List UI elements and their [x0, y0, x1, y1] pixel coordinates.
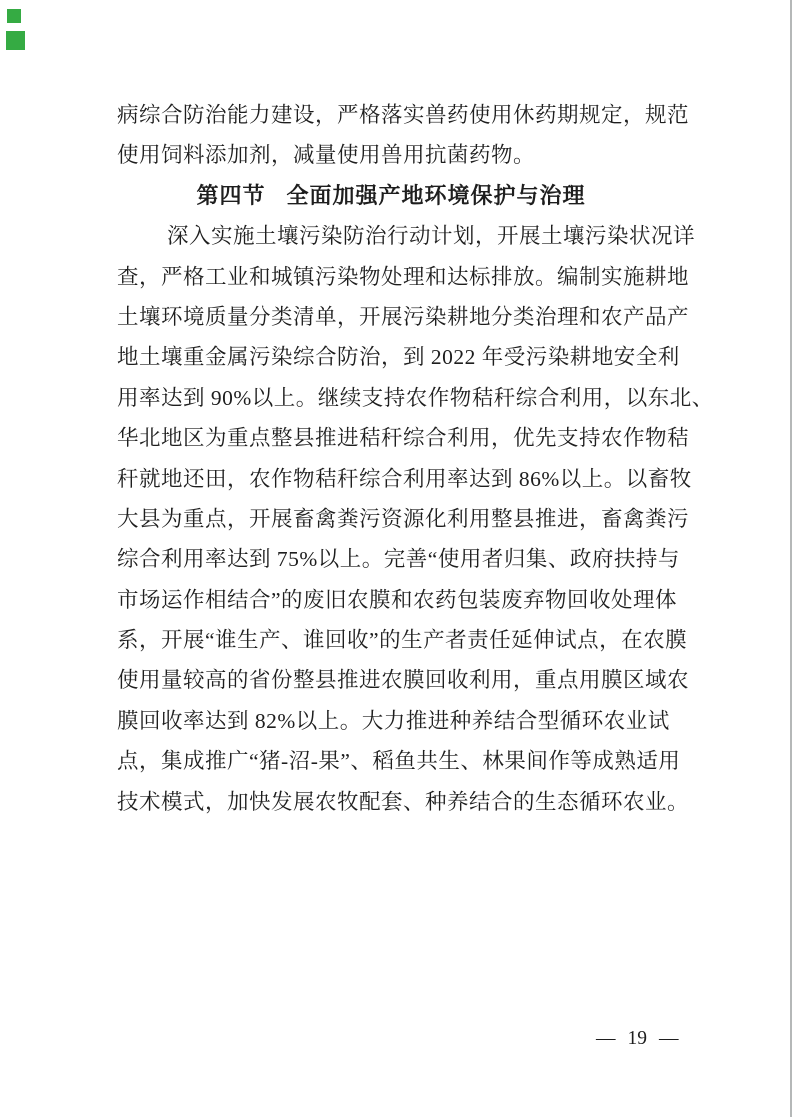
text-line: 用率达到 90%以上。继续支持农作物秸秆综合利用，以东北、	[117, 385, 714, 410]
text-line: 秆就地还田，农作物秸秆综合利用率达到 86%以上。以畜牧	[117, 466, 692, 491]
text-line: 系，开展“谁生产、谁回收”的生产者责任延伸试点，在农膜	[117, 628, 688, 653]
text-line: 市场运作相结合”的废旧农膜和农药包装废弃物回收处理体	[117, 587, 678, 612]
scan-edge-line	[790, 0, 792, 1117]
text-line: 土壤环境质量分类清单，开展污染耕地分类治理和农产品产	[117, 304, 690, 329]
paragraph-continued	[117, 95, 690, 176]
green-annotation-marker	[6, 31, 25, 50]
text-line: 膜回收率达到 82%以上。大力推进种养结合型循环农业试	[117, 708, 670, 733]
paragraph-body	[117, 216, 714, 822]
text-line: 病综合防治能力建设，严格落实兽药使用休药期规定，规范	[117, 103, 690, 127]
text-line: 点，集成推广“猪-沼-果”、稻鱼共生、林果间作等成熟适用	[117, 749, 681, 774]
text-block	[117, 95, 714, 822]
section-number: 第四节	[196, 182, 266, 208]
text-line: 综合利用率达到 75%以上。完善“使用者归集、政府扶持与	[117, 547, 680, 572]
page-footer	[596, 1028, 679, 1050]
green-annotation-marker	[7, 9, 21, 23]
text-line: 地土壤重金属污染综合防治，到 2022 年受污染耕地安全利	[117, 345, 680, 370]
text-line: 查，严格工业和城镇污染物处理和达标排放。编制实施耕地	[117, 264, 690, 289]
section-heading	[117, 176, 665, 216]
text-line: 技术模式，加快发展农牧配套、种养结合的生态循环农业。	[117, 789, 690, 814]
section-title: 全面加强产地环境保护与治理	[286, 182, 586, 208]
text-line: 使用量较高的省份整县推进农膜回收利用，重点用膜区域农	[117, 668, 690, 693]
footer-dash-left: —	[596, 1028, 616, 1049]
footer-dash-right: —	[659, 1028, 679, 1049]
page-number: 19	[627, 1028, 647, 1049]
text-line: 华北地区为重点整县推进秸秆综合利用，优先支持农作物秸	[117, 426, 690, 451]
text-line: 大县为重点，开展畜禽粪污资源化利用整县推进，畜禽粪污	[117, 506, 690, 531]
text-line: 深入实施土壤污染防治行动计划，开展土壤污染状况详	[167, 224, 696, 249]
text-line: 使用饲料添加剂，减量使用兽用抗菌药物。	[117, 143, 536, 168]
